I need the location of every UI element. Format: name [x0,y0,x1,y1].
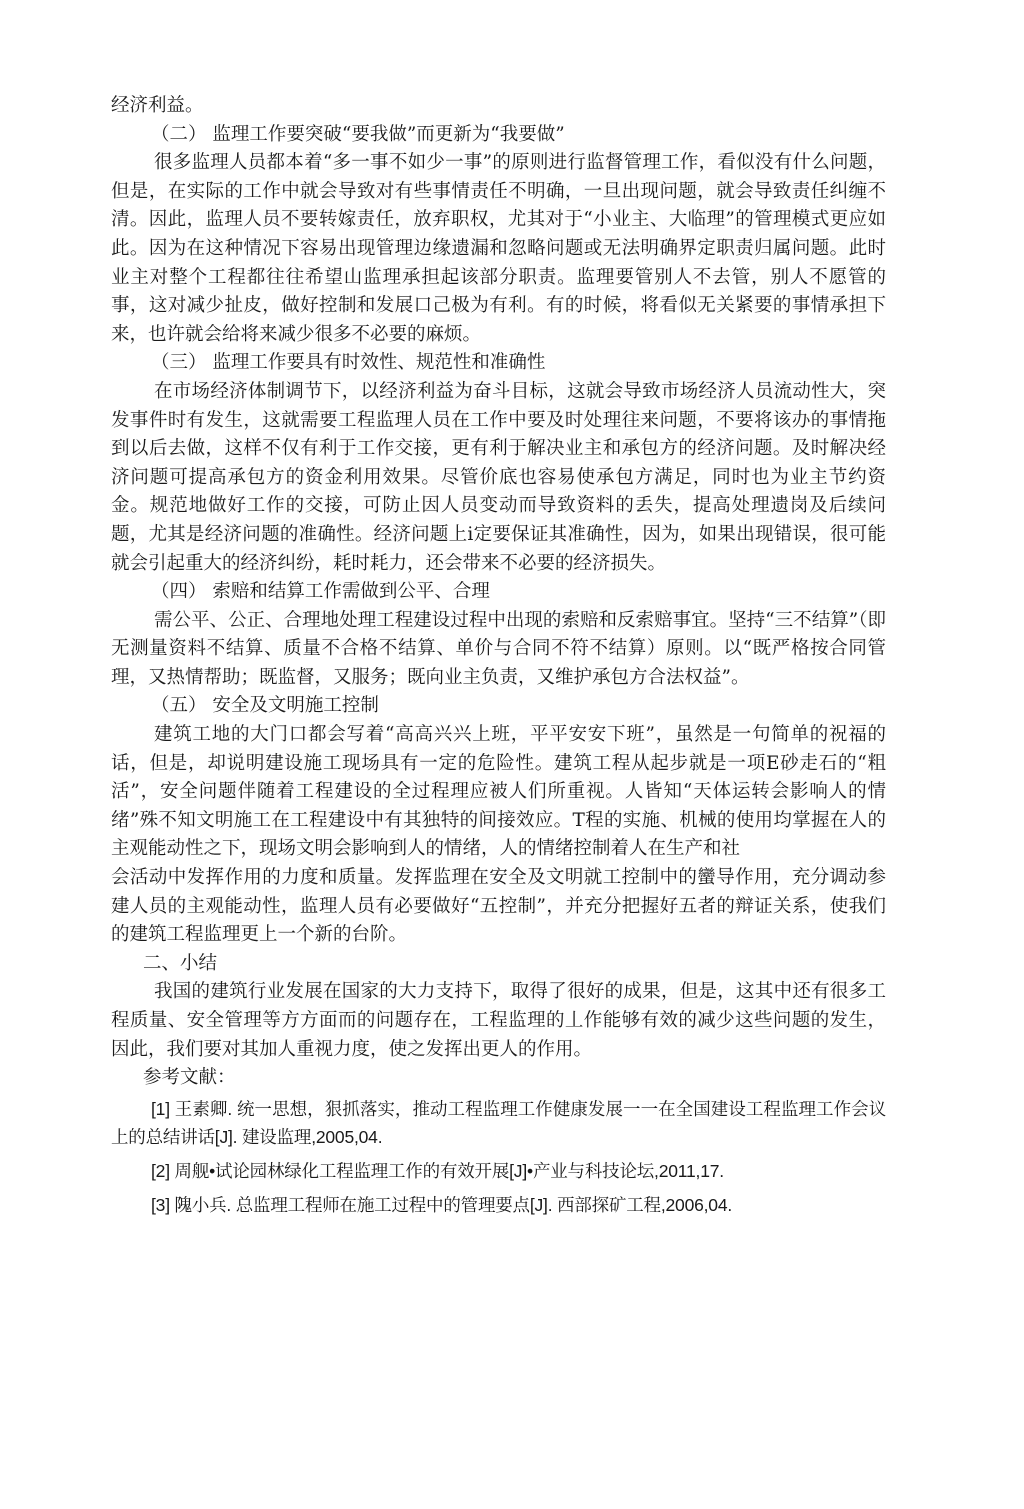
paragraph-market-economy: 在市场经济体制调节下，以经济利益为奋斗目标，这就会导致市场经济人员流动性大，突发事件时有发生，这就需要工程监理人员在工作中要及时处理往来问题，不要将该办的事情拖到以后去做，这样不仅有利于工作交接，更有利于解决业主和承包方的经济问题。及时解决经济问题可提高承包方的资金利用效果。尽管价底也容易使承包方满足，同时也为业主节约资金。规范地做好工作的交接，可防止因人员变动而导致资料的丢失，提高处理遗岗及后续问题，尤其是经济问题的准确性。经济问题上i定要保证其准确性，因为，如果出现错误，很可能就会引起重大的经济纠纷，耗时耗力，还会带来不必要的经济损失。 [111,380,886,574]
heading-summary: 二、小结 [143,952,218,974]
paragraph-summary: 我国的建筑行业发展在国家的大力支持下，取得了很好的成果，但是，这其中还有很多工程质量、安全管理等方方面而的问题存在，工程监理的丄作能够有效的减少这些问题的发生，因此，我们要对其加人重视力度，使之发挥出更人的作用。 [111,981,886,1060]
paragraph-safety-part1: 建筑工地的大门口都会写着“高高兴兴上班，平平安安下班”，虽然是一句简单的祝福的话，但是，却说明建设施工现场具有一定的危险性。建筑工程从起步就是一项E砂走石的“粗活”，安全问题伴随着工程建设的全过程理应被人们所重视。人皆知“天体运转会影响人的情绪”殊不知文明施工在工程建设中有其独特的间接效应。T程的实施、机械的使用均掌握在人的主观能动性之下，现场文明会影响到人的情绪，人的情绪控制着人在生产和社 [111,724,886,860]
paragraph-continuation: 经济利益。 [111,95,204,116]
reference-item-2: [2] 周舰•试论园林绿化工程监理工作的有效开展[J]•产业与科技论坛,2011,17. [151,1160,724,1181]
heading-references: 参考文献： [143,1067,236,1089]
heading-timeliness-standardization: （三） 监理工作要具有时效性、规范性和准确性 [151,352,546,374]
paragraph-responsibility: 很多监理人员都本着“多一事不如少一事”的原则进行监督管理工作，看似没有什么问题，但是，在实际的工作中就会导致对有些事情责任不明确，一旦出现问题，就会导致责任纠缠不清。因此，监理人员不要转嫁责任，放弃职权，尤其对于“小业主、大临理”的管理模式更应如此。因为在这种情况下容易出现管理边缘遗漏和忽略问题或无法明确界定职责归属问题。此时业主对整个工程都往往希望山监理承担起该部分职责。监理要管别人不去管，别人不愿管的事，这对减少扯皮，做好控制和发展口己极为有利。有的时候，将看似无关紧要的事情承担下来，也许就会给将来减少很多不必要的麻烦。 [111,152,886,345]
reference-list [111,1095,886,1219]
document-page [111,92,886,1225]
heading-supervision-initiative: （二） 监理工作要突破“要我做”而更新为“我要做” [151,123,565,145]
paragraph-claims: 需公平、公正、合理地处理工程建设过程中出现的索赔和反索赔事宜。坚持“三不结算”（即无测量资料不结算、质量不合格不结算、单价与合同不符不结算）原则。以“既严格按合同管理，又热情帮助；既监督，又服务；既向业主负责，又维护承包方合法权益”。 [111,609,886,688]
reference-item-3: [3] 隗小兵. 总监理工程师在施工过程中的管理要点[J]. 西部探矿工程,2006,04. [151,1194,733,1215]
heading-claims-settlement: （四） 索赔和结算工作需做到公平、合理 [151,581,490,603]
paragraph-safety-part2: 会活动中发挥作用的力度和质量。发挥监理在安全及文明就工控制中的蠻导作用，充分调动参建人员的主观能动性，监理人员有必要做好“五控制”，并充分把握好五者的辩证关系，使我们的建筑工程监理更上一个新的台阶。 [111,867,886,946]
reference-item-1: [1] 王素卿. 统一思想，狠抓落实，推动工程监理工作健康发展一一在全国建设工程监理工作会议上的总结讲话[J]. 建设监理,2005,04. [111,1098,886,1147]
heading-safety-civilized-construction: （五） 安全及文明施工控制 [151,695,379,717]
